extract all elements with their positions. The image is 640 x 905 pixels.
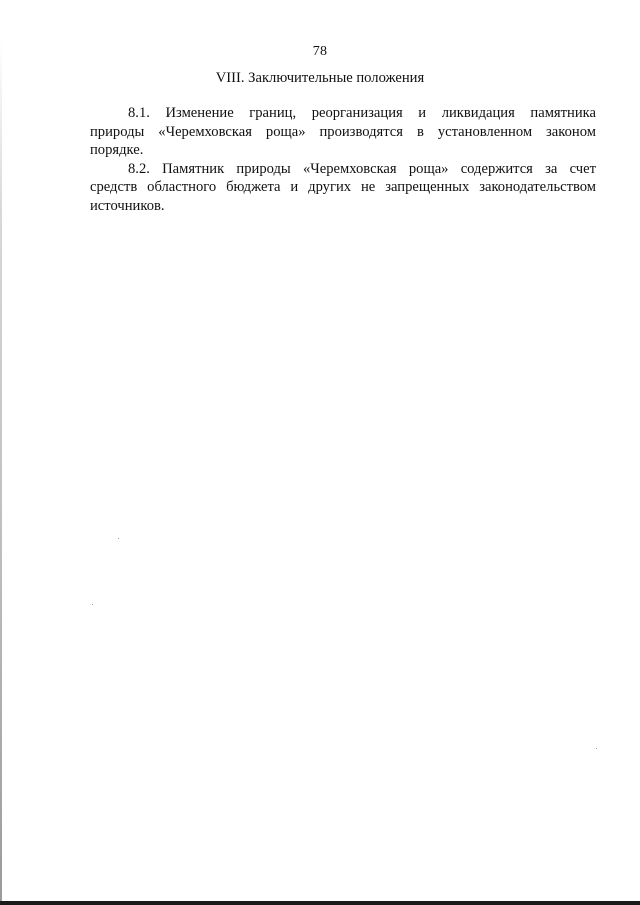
paragraph-line: средств областного бюджета и других не запрещенных законодательством bbox=[90, 179, 596, 195]
scan-speck bbox=[596, 748, 597, 749]
document-body bbox=[90, 104, 596, 215]
scan-bottom-edge bbox=[0, 901, 640, 905]
scan-speck bbox=[92, 604, 93, 605]
paragraph-line: природы «Черемховская роща» производятся в установленном законом bbox=[90, 123, 596, 140]
scan-left-edge bbox=[0, 40, 2, 905]
paragraph-line: порядке. bbox=[90, 142, 144, 158]
paragraph-line: 8.1. Изменение границ, реорганизация и ликвидация памятника bbox=[128, 105, 596, 121]
paragraph-8-2 bbox=[90, 160, 596, 216]
paragraph-line: 8.2. Памятник природы «Черемховская роща» содержится за счет bbox=[128, 160, 596, 177]
page-number: 78 bbox=[312, 44, 328, 59]
paragraph-8-1 bbox=[90, 104, 596, 160]
section-title: VIII. Заключительные положения bbox=[215, 70, 425, 86]
paragraph-line: источников. bbox=[90, 197, 165, 214]
scan-speck bbox=[118, 538, 119, 539]
